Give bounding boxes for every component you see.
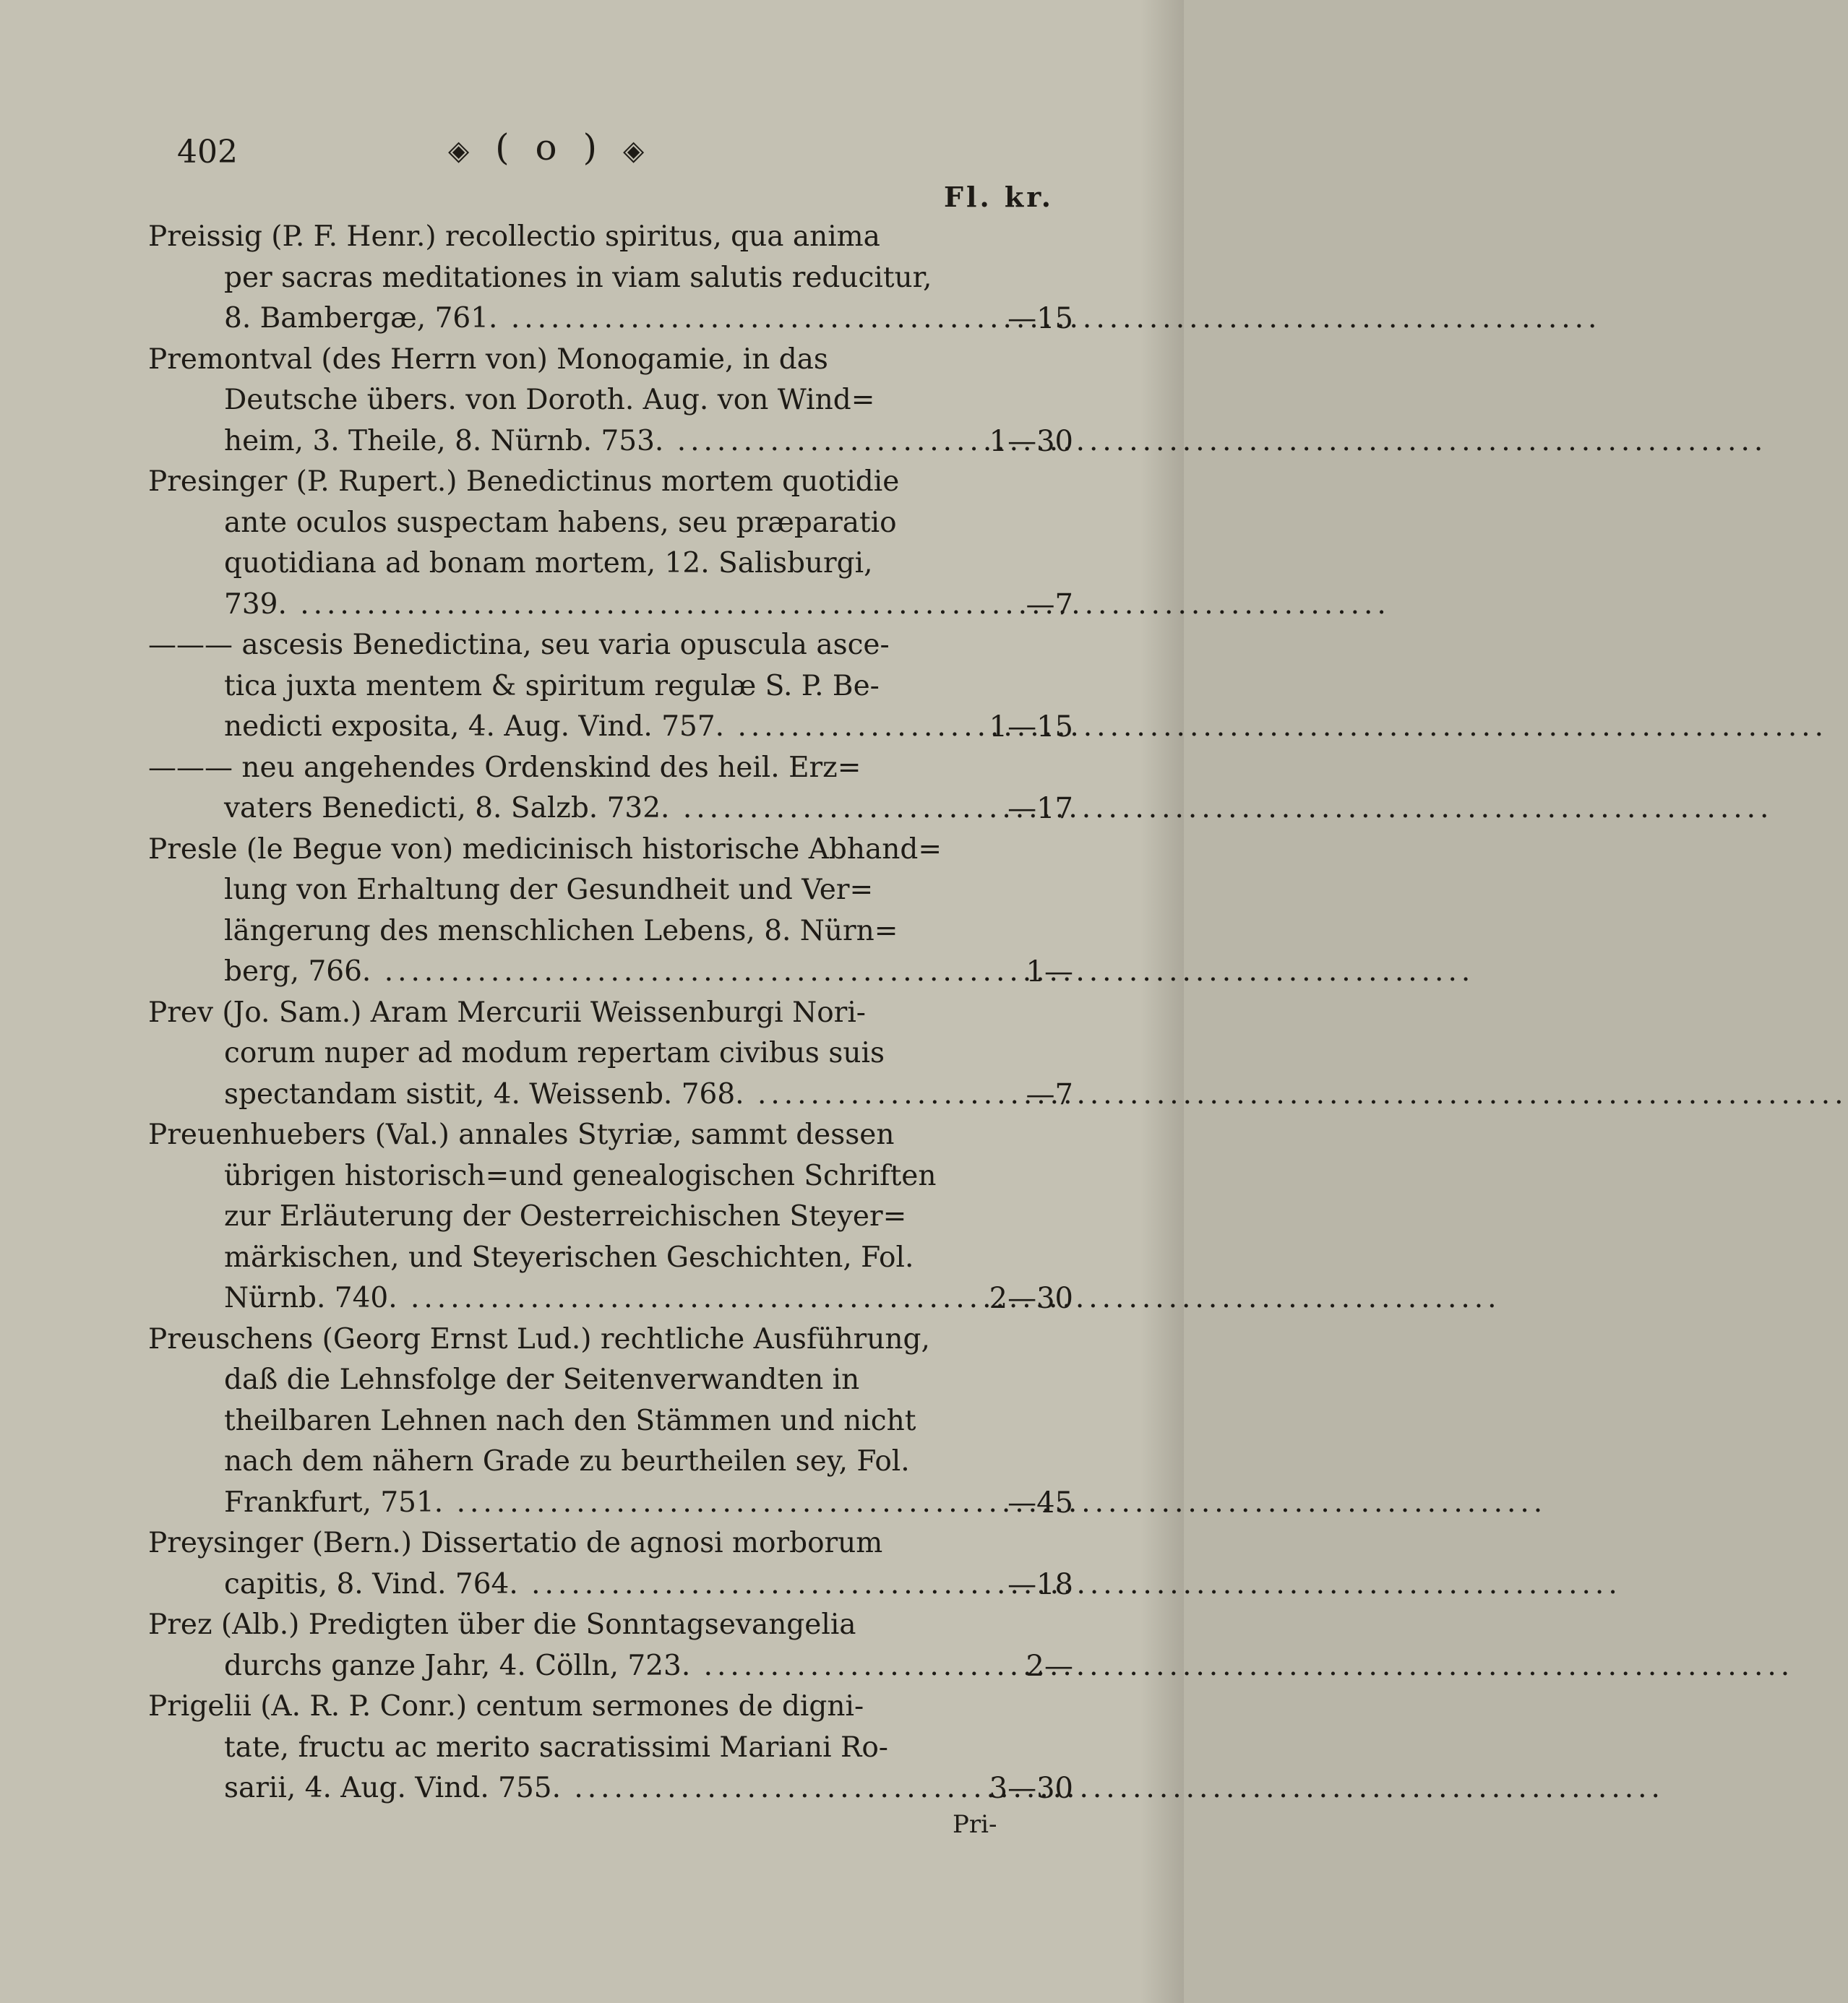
entry-continuation-line: [141, 1483, 1073, 1524]
entry-heading-line: [141, 993, 940, 1034]
entry-heading-line: [141, 625, 940, 666]
catalogue-entry: [141, 993, 1073, 1116]
entry-price: —18: [1007, 1567, 1073, 1601]
entry-continuation-line: [141, 1074, 1073, 1116]
entry-line-text: tica juxta mentem & spiritum regulæ S. P. Be-: [224, 669, 880, 702]
entry-continuation-line: [141, 258, 940, 299]
catalogue-entry: [141, 1687, 1073, 1809]
entry-line-text: Frankfurt, 751. .....: [224, 1486, 1547, 1519]
ornament-right-icon: ◈: [622, 134, 652, 166]
entry-line-text: längerung des menschlichen Lebens, 8. Nürn=: [224, 914, 898, 947]
entry-continuation-line: [141, 298, 1073, 340]
entry-line-text: sarii, 4. Aug. Vind. 755. .....: [224, 1772, 1664, 1804]
entry-continuation-line: [141, 1728, 940, 1769]
entry-continuation-line: [141, 1360, 940, 1401]
entry-continuation-line: [141, 1033, 940, 1074]
entry-continuation-line: [141, 585, 1073, 626]
entry-line-text: übrigen historisch=und genealogischen Schriften: [224, 1159, 937, 1192]
entry-continuation-line: [141, 543, 940, 585]
entry-continuation-line: [141, 911, 940, 952]
entry-line-text: Premontval (des Herrn von) Monogamie, in das: [148, 343, 828, 376]
entry-continuation-line: [141, 1768, 1073, 1809]
entry-line-text: Preysinger (Bern.) Dissertatio de agnosi morborum: [148, 1527, 883, 1559]
entry-line-text: Preuschens (Georg Ernst Lud.) rechtliche Ausführung,: [148, 1322, 930, 1356]
entry-heading-line: [141, 217, 940, 258]
catalogue-entry: [141, 462, 1073, 625]
entry-continuation-line: [141, 870, 940, 911]
entry-price: 3—30: [989, 1772, 1073, 1805]
catalogue-entry: [141, 340, 1073, 462]
entry-continuation-line: [141, 503, 940, 544]
entry-line-text: Preuenhuebers (Val.) annales Styriæ, sammt dessen: [148, 1119, 895, 1151]
entry-line-text: 739. .....: [224, 588, 1391, 621]
entry-heading-line: [141, 1319, 940, 1361]
entry-line-text: ——— neu angehendes Ordenskind des heil. Erz=: [148, 751, 861, 784]
entry-line-text: Deutsche übers. von Doroth. Aug. von Wind=: [224, 384, 875, 416]
entry-line-text: lung von Erhaltung der Gesundheit und Ver=: [224, 874, 874, 906]
entry-continuation-line: [141, 1156, 940, 1197]
entry-line-text: Prez (Alb.) Predigten über die Sonntagsevangelia: [148, 1608, 856, 1641]
entry-heading-line: [141, 1523, 940, 1564]
entry-heading-line: [141, 1115, 940, 1156]
entry-line-text: daß die Lehnsfolge der Seitenverwandten in: [224, 1364, 860, 1396]
entry-line-text: Presinger (P. Rupert.) Benedictinus mortem quotidie: [148, 465, 900, 498]
entry-line-text: berg, 766. .....: [224, 955, 1474, 988]
entry-line-text: theilbaren Lehnen nach den Stämmen und nicht: [224, 1404, 916, 1437]
entry-line-text: Prigelii (A. R. P. Conr.) centum sermones de digni-: [148, 1690, 864, 1723]
entry-line-text: durchs ganze Jahr, 4. Cölln, 723. .....: [224, 1650, 1794, 1682]
entry-line-text: zur Erläuterung der Oesterreichischen Steyer=: [224, 1200, 907, 1233]
catalogue-entry: [141, 625, 1073, 748]
entry-line-text: 8. Bambergæ, 761. .....: [224, 302, 1601, 335]
entry-price: —17: [1007, 792, 1073, 825]
catalogue-entry: [141, 1605, 1073, 1687]
header-ornament: [448, 126, 651, 168]
entry-continuation-line: [141, 952, 1073, 993]
entry-price: 1—15: [989, 710, 1073, 744]
entry-price: 1—30: [989, 424, 1073, 458]
catalogue-entry: [141, 748, 1073, 830]
ornament-left-icon: ◈: [448, 134, 477, 166]
entry-line-text: Presle (le Begue von) medicinisch historische Abhand=: [148, 832, 942, 866]
entry-continuation-line: [141, 666, 940, 707]
entry-line-text: capitis, 8. Vind. 764. .....: [224, 1568, 1622, 1601]
entry-price: 2—: [1026, 1649, 1073, 1683]
entry-continuation-line: [141, 707, 1073, 748]
entry-price: 2—30: [989, 1282, 1073, 1315]
catalogue-entry: [141, 1523, 1073, 1605]
entry-price: 1—: [1026, 955, 1073, 988]
entry-continuation-line: [141, 1646, 1073, 1687]
entry-continuation-line: [141, 1238, 940, 1279]
entry-line-text: ——— ascesis Benedictina, seu varia opuscula asce-: [148, 629, 890, 661]
page-number: 402: [177, 134, 238, 171]
entry-heading-line: [141, 748, 940, 789]
entry-continuation-line: [141, 421, 1073, 462]
entry-continuation-line: [141, 1564, 1073, 1606]
catalogue-entry: [141, 217, 1073, 340]
entry-line-text: heim, 3. Theile, 8. Nürnb. 753. .....: [224, 425, 1767, 457]
entry-continuation-line: [141, 380, 940, 421]
entry-line-text: spectandam sistit, 4. Weissenb. 768. .....: [224, 1078, 1848, 1111]
entry-continuation-line: [141, 1197, 940, 1238]
entry-line-text: vaters Benedicti, 8. Salzb. 732. .....: [224, 792, 1773, 824]
entry-heading-line: [141, 1687, 940, 1728]
entry-line-text: Nürnb. 740. .....: [224, 1282, 1501, 1314]
entry-heading-line: [141, 830, 940, 871]
catalogue-entry: [141, 830, 1073, 993]
entry-price: —7: [1026, 587, 1073, 621]
entry-continuation-line: [141, 1401, 940, 1442]
entry-line-text: märkischen, und Steyerischen Geschichten, Fol.: [224, 1241, 914, 1274]
page-header: [0, 126, 1184, 213]
entry-line-text: Prev (Jo. Sam.) Aram Mercurii Weissenburgi Nori-: [148, 996, 866, 1029]
entry-price: —45: [1007, 1486, 1073, 1520]
entry-heading-line: [141, 340, 940, 381]
entry-price: —15: [1007, 302, 1073, 335]
entry-heading-line: [141, 1605, 940, 1646]
entry-line-text: per sacras meditationes in viam salutis reducitur,: [224, 261, 932, 294]
entry-continuation-line: [141, 1278, 1073, 1319]
entry-line-text: tate, fructu ac merito sacratissimi Mariani Ro-: [224, 1731, 888, 1764]
entry-line-text: nach dem nähern Grade zu beurtheilen sey, Fol.: [224, 1445, 910, 1478]
entry-line-text: corum nuper ad modum repertam civibus suis: [224, 1037, 885, 1069]
catalogue-entries: [141, 217, 1073, 1809]
entry-line-text: nedicti exposita, 4. Aug. Vind. 757. .....: [224, 710, 1828, 743]
catalogue-entry: [141, 1115, 1073, 1319]
ornament-text: ( o ): [495, 126, 605, 168]
entry-line-text: ante oculos suspectam habens, seu præparatio: [224, 506, 897, 539]
entry-heading-line: [141, 462, 940, 503]
entry-line-text: quotidiana ad bonam mortem, 12. Salisburgi,: [224, 547, 873, 580]
catchword: Pri-: [953, 1810, 997, 1839]
entry-continuation-line: [141, 1442, 940, 1483]
entry-price: —7: [1026, 1077, 1073, 1111]
catalogue-entry: [141, 1319, 1073, 1524]
price-column-header: Fl. kr.: [944, 181, 1054, 213]
entry-line-text: Preissig (P. F. Henr.) recollectio spiritus, qua anima: [148, 220, 880, 253]
entry-continuation-line: [141, 788, 1073, 830]
